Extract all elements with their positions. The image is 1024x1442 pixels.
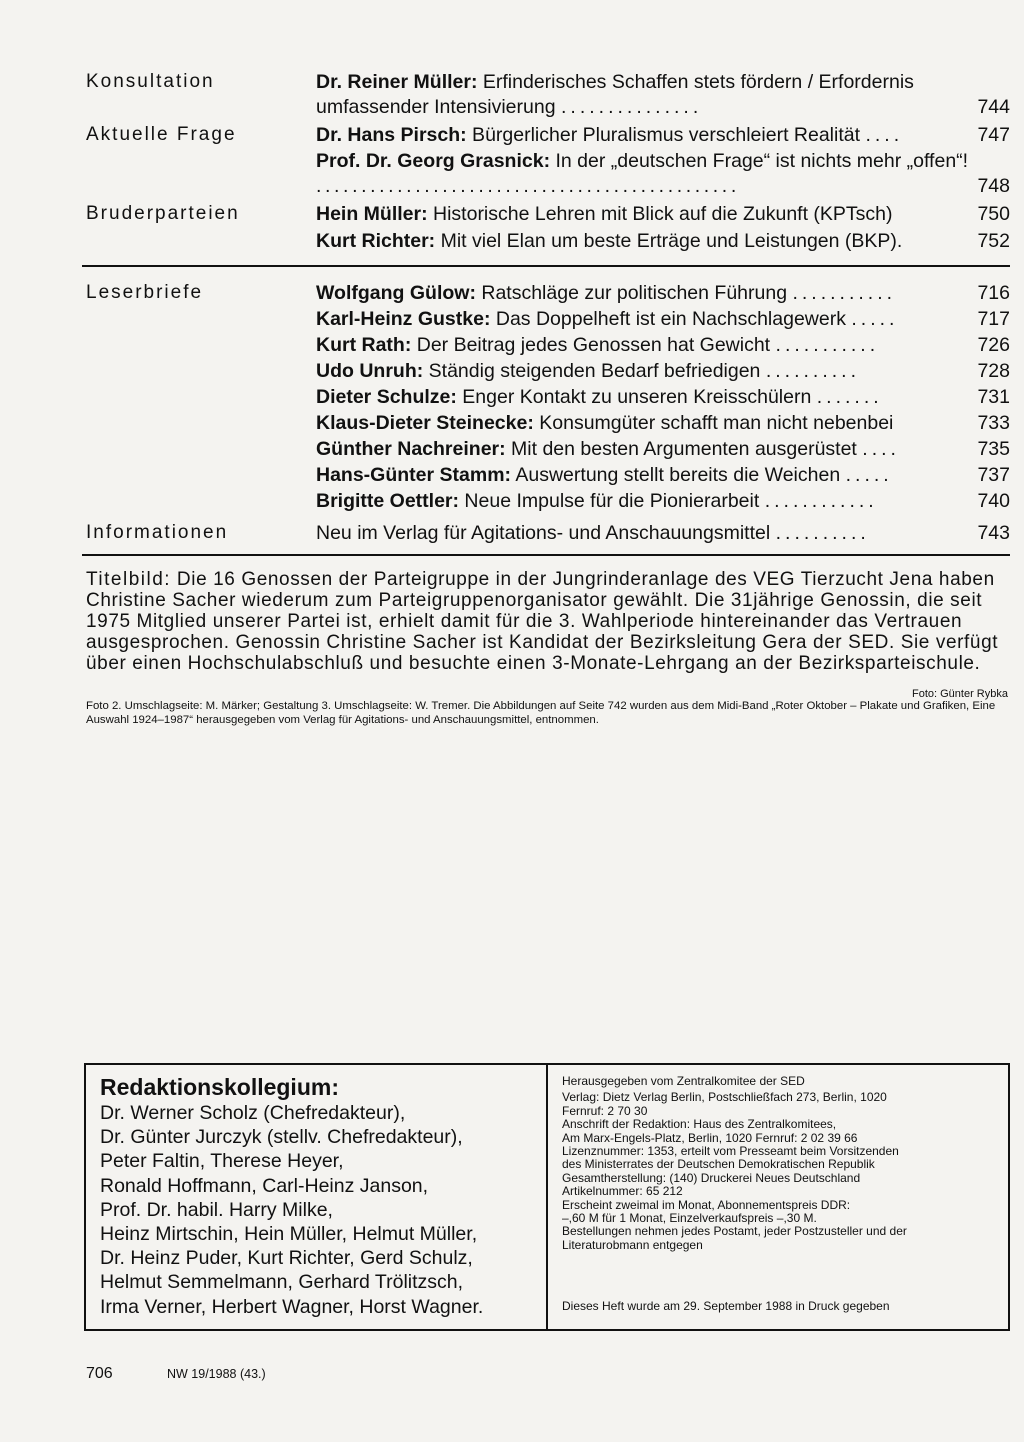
cover-caption: [86, 569, 1008, 674]
entry-title: Ratschläge zur politischen Führung: [475, 282, 788, 304]
entry-dots: ....: [865, 124, 904, 146]
entry-author: Dr. Hans Pirsch:: [316, 124, 467, 146]
entry-author: Hein Müller:: [316, 203, 428, 225]
entry-dots: ..........: [775, 522, 870, 544]
toc-section-leserbriefe: [86, 281, 1010, 517]
board-member-line: Ronald Hoffmann, Carl-Heinz Janson,: [100, 1174, 429, 1197]
entry-page: 743: [977, 522, 1010, 544]
caption-label: Titelbild:: [86, 569, 172, 590]
entry-author: Wolfgang Gülow:: [316, 282, 476, 304]
editorial-board: [100, 1073, 540, 1319]
entry-page: 735: [977, 438, 1010, 460]
entry-page: 717: [977, 308, 1010, 330]
entry-title: Mit den besten Argumenten ausgerüstet: [505, 438, 857, 460]
entry-dots: ...............................................: [316, 175, 740, 197]
section-divider: [82, 554, 1010, 556]
publisher-line: Anschrift der Redaktion: Haus des Zentralkomitees,: [562, 1117, 837, 1132]
section-label: Konsultation: [86, 71, 215, 92]
board-member-line: Dr. Günter Jurczyk (stellv. Chefredakteur),: [100, 1126, 463, 1149]
entry-dots: ....: [862, 438, 900, 460]
editorial-board-title: Redaktionskollegium:: [100, 1074, 339, 1100]
section-label: Bruderparteien: [86, 203, 240, 224]
entry-author: Prof. Dr. Georg Grasnick:: [316, 150, 551, 172]
entry-title: Historische Lehren mit Blick auf die Zukunft (KPTsch): [427, 203, 893, 225]
entry-page: 737: [977, 464, 1010, 486]
entry-title: Enger Kontakt zu unseren Kreisschülern: [456, 386, 812, 408]
entry-title: Neue Impulse für die Pionierarbeit: [459, 490, 760, 512]
image-credits-note: Foto 2. Umschlagseite: M. Märker; Gestaltung 3. Umschlagseite: W. Tremer. Die Abbildungen auf Seite 742 wurden aus dem Midi-Band „Roter Oktober – Plakate und Grafiken, Eine Auswahl 1924–1987“ herausgegeben vom Verlag für Agitations- und Anschauungsmittel, entnommen.: [86, 700, 996, 726]
entry-page: 740: [977, 490, 1010, 512]
toc-entry: [316, 385, 1010, 410]
toc-entry: [316, 463, 1010, 488]
publisher-line: –,60 M für 1 Monat, Einzelverkaufspreis –,30 M.: [562, 1211, 817, 1226]
toc-entry: [316, 437, 1010, 462]
toc-entry: [316, 411, 1010, 436]
section-label: Aktuelle Frage: [86, 124, 237, 145]
entry-page: 733: [977, 412, 1010, 434]
photo-credit: Foto: Günter Rybka: [912, 688, 1008, 700]
board-member-line: Prof. Dr. habil. Harry Milke,: [100, 1198, 333, 1221]
entry-author: Kurt Rath:: [316, 334, 412, 356]
publisher-line: Fernruf: 2 70 30: [562, 1103, 648, 1118]
entry-author: Günther Nachreiner:: [316, 438, 506, 460]
entry-dots: ...............: [560, 96, 703, 118]
impressum-divider: [546, 1065, 548, 1329]
entry-page: 744: [977, 96, 1010, 118]
entry-page: 728: [977, 360, 1010, 382]
toc-entry: [316, 333, 1010, 358]
entry-page: 748: [977, 175, 1010, 197]
publisher-info: [562, 1075, 992, 1252]
entry-title: Bürgerlicher Pluralismus verschleiert Realität: [466, 124, 861, 146]
toc-entry: [316, 489, 1010, 514]
board-member-line: Dr. Heinz Puder, Kurt Richter, Gerd Schulz,: [100, 1247, 473, 1270]
publisher-line: Am Marx-Engels-Platz, Berlin, 1020 Fernruf: 2 02 39 66: [562, 1130, 858, 1145]
entry-title: In der „deutschen Frage“ ist nichts mehr „offen“!: [550, 150, 969, 172]
entry-page: 750: [977, 203, 1010, 225]
entry-title: Konsumgüter schafft man nicht nebenbei: [533, 412, 894, 434]
issue-info: NW 19/1988 (43.): [167, 1367, 266, 1381]
impressum-box: [84, 1063, 1010, 1331]
publisher-line: Lizenznummer: 1353, erteilt vom Presseamt beim Vorsitzenden: [562, 1144, 899, 1159]
entry-author: Kurt Richter:: [316, 230, 436, 252]
publisher-line: Gesamtherstellung: (140) Druckerei Neues Deutschland: [562, 1170, 861, 1185]
toc-entry: [316, 359, 1010, 384]
entry-dots: .....: [845, 464, 893, 486]
toc-section-informationen: [86, 521, 1010, 546]
toc-entry: [316, 281, 1010, 306]
publisher-line: Bestellungen nehmen jedes Postamt, jeder Postzusteller und der: [562, 1224, 907, 1239]
section-label: Informationen: [86, 522, 229, 543]
entry-title: Der Beitrag jedes Genossen hat Gewicht: [411, 334, 771, 356]
board-member-line: Helmut Semmelmann, Gerhard Trölitzsch,: [100, 1271, 464, 1294]
entry-author: Karl-Heinz Gustke:: [316, 308, 491, 330]
entry-dots: .......: [816, 386, 883, 408]
board-member-line: Heinz Mirtschin, Hein Müller, Helmut Müller,: [100, 1223, 478, 1246]
entry-author: Dieter Schulze:: [316, 386, 457, 408]
publisher-line: Artikelnummer: 65 212: [562, 1184, 683, 1199]
entry-author: Hans-Günter Stamm:: [316, 464, 512, 486]
entry-author: Klaus-Dieter Steinecke:: [316, 412, 534, 434]
toc-entry: [316, 149, 1010, 199]
entry-dots: ...........: [775, 334, 880, 356]
toc-entry: [316, 123, 1010, 148]
section-label: Leserbriefe: [86, 282, 204, 303]
toc-entry: [316, 202, 1010, 227]
toc-entry: [316, 521, 1010, 546]
entry-title: Erfinderisches Schaffen stets fördern / Erfordernis umfassender Intensivierung: [316, 71, 914, 118]
entry-dots: ...........: [792, 282, 897, 304]
toc-section-bruderparteien: [86, 202, 1010, 254]
board-member-line: Dr. Werner Scholz (Chefredakteur),: [100, 1102, 406, 1124]
publisher-line: Verlag: Dietz Verlag Berlin, Postschließfach 273, Berlin, 1020: [562, 1090, 887, 1105]
entry-author: Dr. Reiner Müller:: [316, 71, 478, 93]
publisher-line: des Ministerrates der Deutschen Demokratischen Republik: [562, 1157, 875, 1172]
caption-text: Die 16 Genossen der Parteigruppe in der Jungrinderanlage des VEG Tierzucht Jena haben Christine Sacher wiederum zum Parteigruppenorganisator gewählt. Die 31jährige Genossin, die seit 1975 Mitglied unserer Partei ist, erhielt damit für die 3. Wahlperiode hintereinander das Vertrauen ausgesprochen. Genossin Christine Sacher ist Kandidat der Bezirksleitung Gera der SED. Sie verfügt über einen Hochschulabschluß und besuchte einen 3-Monate-Lehrgang an der Bezirksparteischule.: [86, 569, 999, 674]
entry-title: Das Doppelheft ist ein Nachschlagewerk: [490, 308, 846, 330]
toc-entry: [316, 307, 1010, 332]
toc-entry: [316, 229, 1010, 254]
entry-page: 731: [977, 386, 1010, 408]
page-footer: [86, 1365, 266, 1383]
entry-page: 726: [977, 334, 1010, 356]
entry-page: 752: [977, 230, 1010, 252]
page-number: 706: [86, 1365, 113, 1382]
entry-title: Neu im Verlag für Agitations- und Anschauungsmittel: [316, 522, 771, 544]
board-member-line: Peter Faltin, Therese Heyer,: [100, 1150, 344, 1173]
entry-dots: ..........: [765, 360, 861, 382]
section-divider: [82, 265, 1010, 267]
entry-title: Auswertung stellt bereits die Weichen: [511, 464, 841, 486]
entry-page: 716: [977, 282, 1010, 304]
publisher-line: Literaturobmann entgegen: [562, 1237, 703, 1252]
board-member-line: Irma Verner, Herbert Wagner, Horst Wagner.: [100, 1295, 484, 1318]
entry-title: Ständig steigenden Bedarf befriedigen: [423, 360, 761, 382]
publisher-line: Erscheint zweimal im Monat, Abonnementspreis DDR:: [562, 1197, 851, 1212]
print-date-note: Dieses Heft wurde am 29. September 1988 in Druck gegeben: [562, 1299, 890, 1313]
toc-section-konsultation: [86, 70, 1010, 120]
entry-dots: .....: [851, 308, 899, 330]
entry-dots: ............: [764, 490, 878, 512]
entry-title: Mit viel Elan um beste Erträge und Leistungen (BKP).: [435, 230, 903, 252]
toc-entry: [316, 70, 1010, 120]
publisher-line: Herausgegeben vom Zentralkomitee der SED: [562, 1074, 805, 1088]
toc-section-aktuelle-frage: [86, 123, 1010, 198]
entry-author: Udo Unruh:: [316, 360, 424, 382]
entry-author: Brigitte Oettler:: [316, 490, 460, 512]
entry-page: 747: [977, 124, 1010, 146]
